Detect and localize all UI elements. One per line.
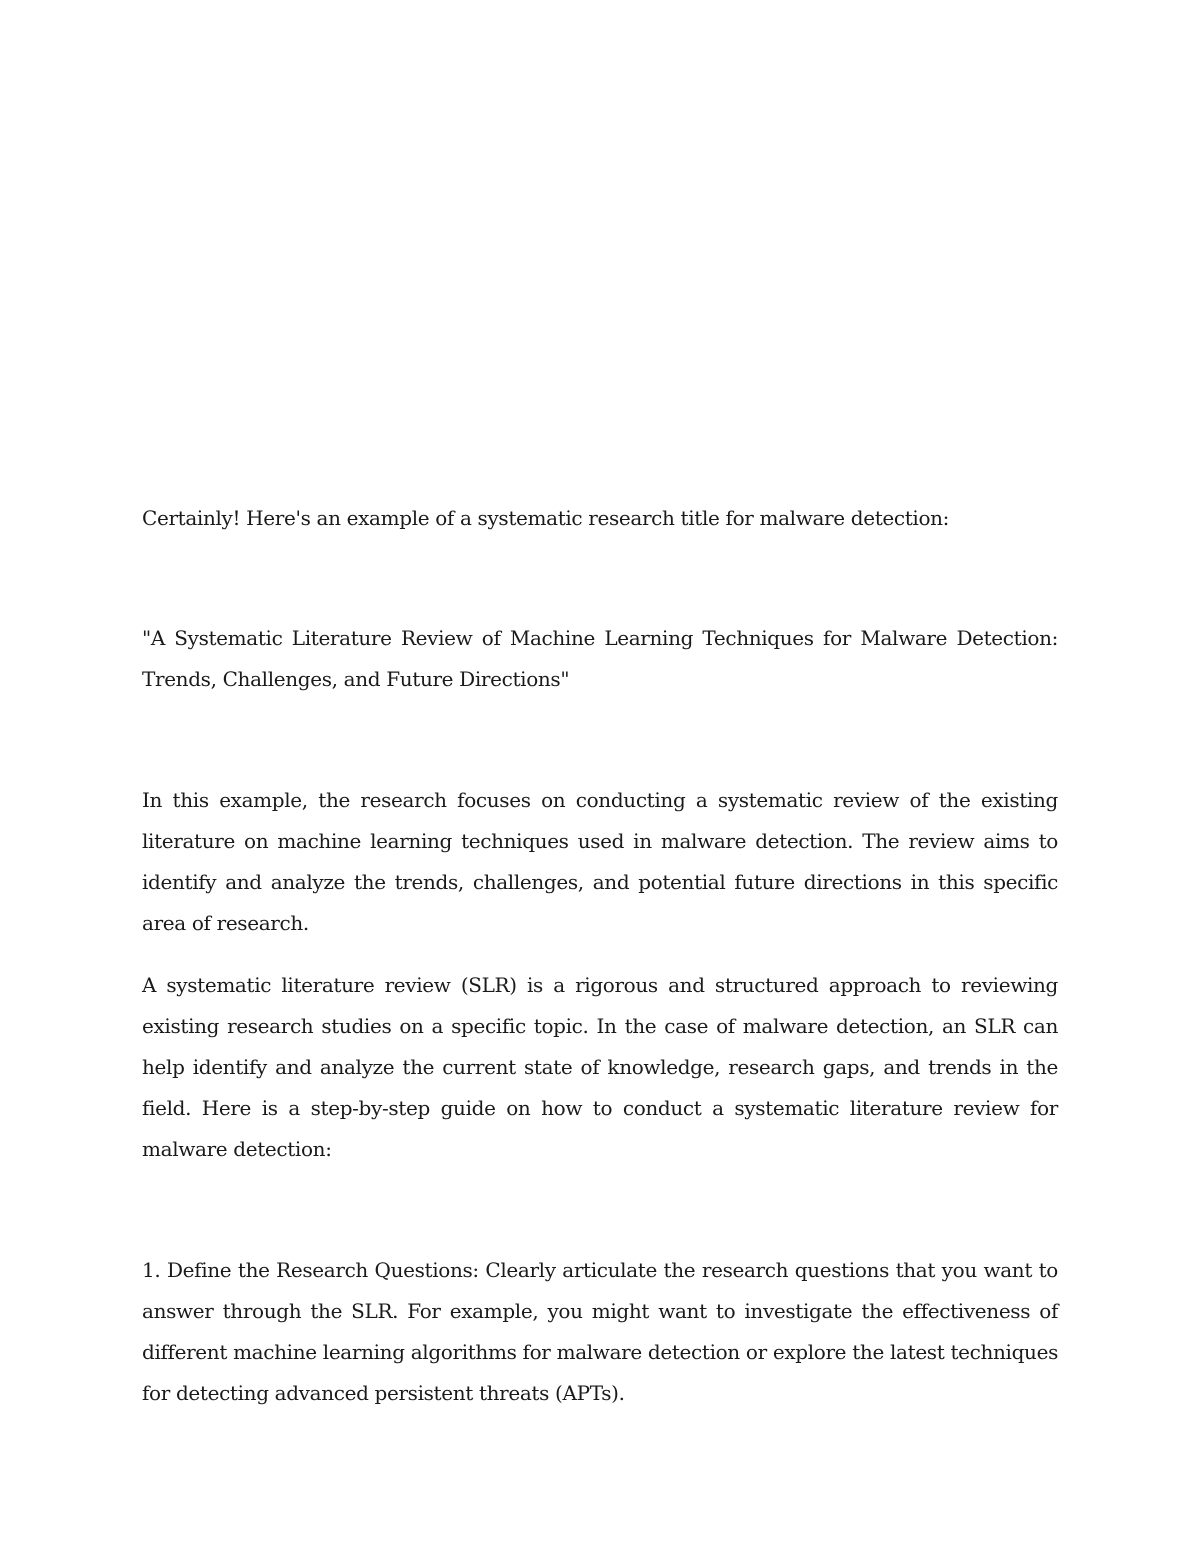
explanation-paragraph: In this example, the research focuses on conducting a systematic review of the existing literature on machine learning techniques used in malware detection. The review aims to identify and analyze the trends, challenges, and potential future directions in this specific area of research.	[142, 788, 1058, 935]
example-title-paragraph: "A Systematic Literature Review of Machine Learning Techniques for Malware Detection: Trends, Challenges, and Future Directions"	[142, 626, 1058, 691]
document-body	[142, 498, 1058, 1414]
intro-paragraph: Certainly! Here's an example of a systematic research title for malware detection:	[142, 506, 950, 530]
slr-definition-paragraph: A systematic literature review (SLR) is a rigorous and structured approach to reviewing existing research studies on a specific topic. In the case of malware detection, an SLR can help identify and analyze the current state of knowledge, research gaps, and trends in the field. Here is a step-by-step guide on how to conduct a systematic literature review for malware detection:	[142, 973, 1058, 1161]
step-1-paragraph: 1. Define the Research Questions: Clearly articulate the research questions that you want to answer through the SLR. For example, you might want to investigate the effectiveness of different machine learning algorithms for malware detection or explore the latest techniques for detecting advanced persistent threats (APTs).	[142, 1258, 1058, 1405]
